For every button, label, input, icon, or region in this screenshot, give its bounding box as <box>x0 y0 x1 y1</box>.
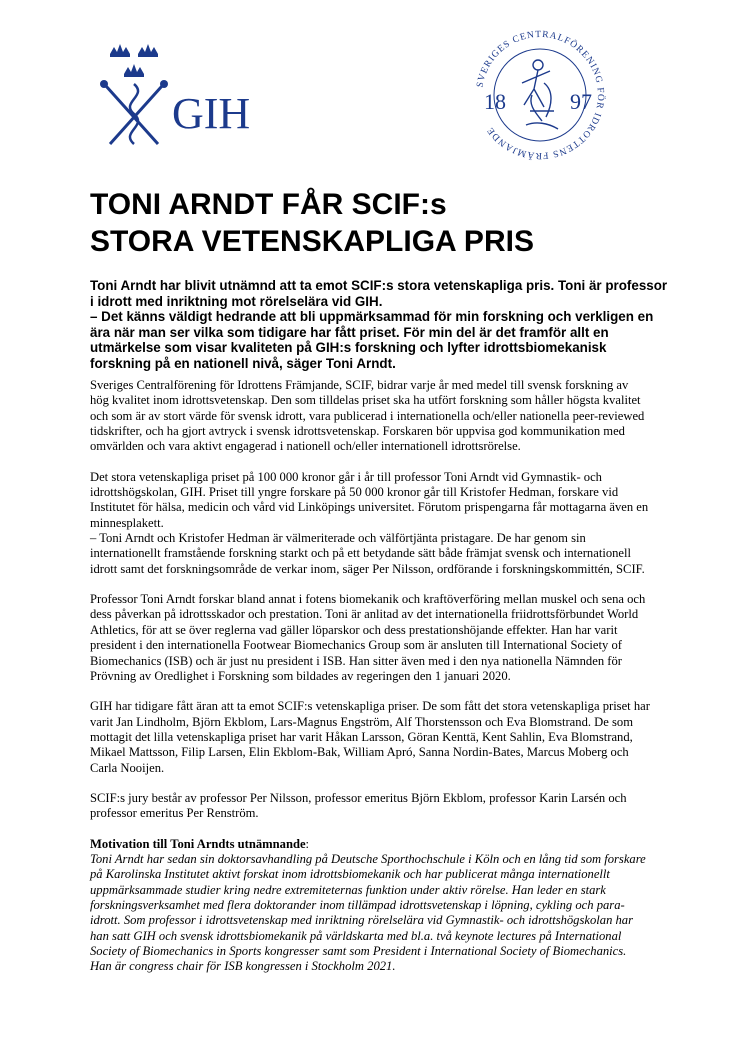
crown-icon <box>138 44 158 57</box>
lead-paragraph <box>90 278 670 372</box>
scif-year-left: 18 <box>484 89 506 114</box>
scif-seal-logo <box>470 25 610 165</box>
body-text <box>90 378 650 990</box>
motivation-heading-colon: : <box>305 836 310 851</box>
headline-line-1: TONI ARNDT FÅR SCIF:s <box>90 188 447 221</box>
crown-icon <box>124 64 144 77</box>
body-paragraph-3: – Toni Arndt och Kristofer Hedman är välmeriterade och välförtjänta pristagare. De har genom sin internationellt framstående forskning starkt och på ett betydande sätt både främjat svensk och internationell idrott samt det forskningsområde de verkar inom, säger Per Nilsson, ordförande i forskningskommittén, SCIF. <box>90 531 645 576</box>
motivation-heading <box>90 837 650 852</box>
body-paragraph-2: Det stora vetenskapliga priset på 100 000 kronor går i år till professor Toni Arndt vid Gymnastik- och idrottshögskolan, GIH. Priset till yngre forskare på 50 000 kronor går till Kristofer Hedman, forskare vid Institutet för hälsa, medicin och vård vid Linköpings universitet. Förutom prispengarna får mottagarna även en minnesplakett. <box>90 469 649 530</box>
motivation-heading-text: Motivation till Toni Arndts utnämnande <box>90 836 306 851</box>
body-paragraph-6: SCIF:s jury består av professor Per Nilsson, professor emeritus Björn Ekblom, professor Karin Larsén och professor emeritus Per Renström. <box>90 790 627 821</box>
body-paragraph-1: Sveriges Centralförening för Idrottens Främjande, SCIF, bidrar varje år med medel till svensk forskning av hög kvalitet inom idrottsvetenskap. Den som tilldelas priset ska ha utfört forskning som håller högsta kvalitet och som är av stort värde för svensk idrott, vara publicerad i internationella och/eller nationella peer-reviewed tidskrifter, och ha gjort avtryck i svensk idrottsvetenskap. Forskaren bör uppvisa god kommunikation med omvärlden och vara aktivt engagerad i nationell och/eller internationell idrottsrörelse. <box>90 378 645 454</box>
body-paragraph-4: Professor Toni Arndt forskar bland annat i fotens biomekanik och kraftöverföring mellan muskel och sena och dess påverkan på idrottsskador och prestation. Toni är anlitad av det internationella friidrottsförbundet World Athletics, för att se över reglerna vad gäller löparskor och dess prestationshöjande effekter. Han har varit president i den internationella Footwear Biomechanics Group som är ansluten till International Society of Biomechanics (ISB) och är just nu president i ISB. Han sitter även med i den nya nationella Nämnden för Prövning av Oredlighet i Forskning som bildades av regeringen den 1 januari 2020. <box>90 592 646 683</box>
staff-emblem-icon <box>106 84 162 144</box>
headline-line-2: STORA VETENSKAPLIGA PRIS <box>90 225 534 258</box>
gih-logo <box>88 40 288 150</box>
athletes-figure-icon <box>522 60 558 129</box>
headline <box>90 186 690 260</box>
crown-icon <box>110 44 130 57</box>
scif-ring-text: SVERIGES CENTRALFÖRENING FÖR IDROTTENS FRÄMJANDE <box>475 29 606 161</box>
motivation-text: Toni Arndt har sedan sin doktorsavhandling på Deutsche Sporthochschule i Köln och en lång tid som forskare på Karolinska Institutet aktivt forskat inom idrottsbiomekanik och har publicerat många internationellt uppmärksammade studier kring nedre extremiteternas funktion under aktiv rörelse. Han leder en stark forskningsverksamhet med flera doktorander inom tillämpad idrottsvetenskap i löpning, cykling och para-idrott. Som professor i idrottsvetenskap med inriktning rörelselära vid Gymnastik- och idrottshögskolan har han satt GIH och svensk idrottsbiomekanik på världskarta med bl.a. två keynote lectures på International Society of Biomechanics in Sports kongresser samt som President i International Society of Biomechanics. Han är congress chair för ISB kongressen i Stockholm 2021. <box>90 851 646 974</box>
gih-logo-text: GIH <box>172 89 251 138</box>
lead-intro: Toni Arndt har blivit utnämnd att ta emot SCIF:s stora vetenskapliga pris. Toni är professor i idrott med inriktning mot rörelselära vid GIH. <box>90 278 668 309</box>
body-paragraph-5: GIH har tidigare fått äran att ta emot SCIF:s vetenskapliga priser. De som fått det stora vetenskapliga priset har varit Jan Lindholm, Björn Ekblom, Lars-Magnus Engström, Alf Thorstensson och Eva Blomstrand. De som mottagit det lilla vetenskapliga priset har varit Håkan Larsson, Göran Kenttä, Kent Sahlin, Eva Blomstrand, Mikael Mattsson, Filip Larsen, Elin Ekblom-Bak, William Apró, Sanna Nordin-Bates, Marcus Moberg och Carla Nooijen. <box>90 699 650 775</box>
lead-quote: – Det känns väldigt hedrande att bli uppmärksammad för min forskning och verkligen en ära när man ser vilka som tidigare har fått priset. För min del är det framför allt en utmärkelse som visar kvaliteten på GIH:s forskning och lyfter idrottsbiomekanisk forskning på en nationell nivå, säger Toni Arndt. <box>90 309 654 371</box>
scif-year-right: 97 <box>570 89 592 114</box>
